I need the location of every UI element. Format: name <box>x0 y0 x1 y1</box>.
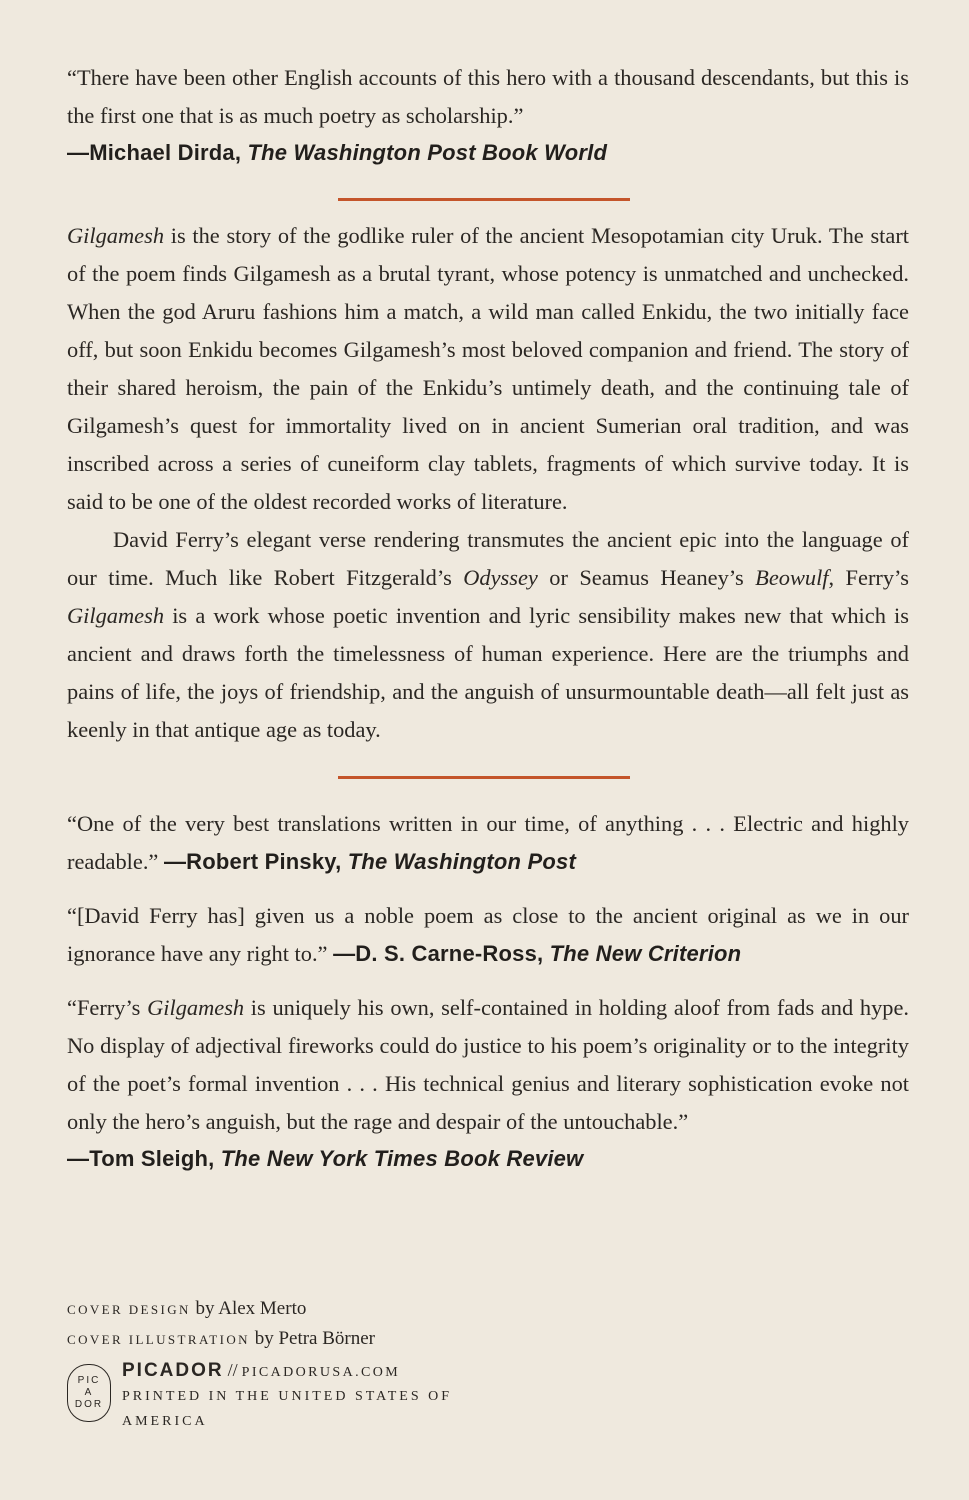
credit-name: by Petra Börner <box>249 1328 376 1349</box>
title-odyssey: Odyssey <box>463 565 538 590</box>
description-paragraph-1 <box>67 217 909 521</box>
paragraph-text: , Ferry’s <box>828 565 909 590</box>
paragraph-text: is the story of the godlike ruler of the ancient Mesopotamian city Uruk. The start of the poem finds Gilgamesh as a brutal tyrant, whose potency is unmatched and unchecked. When the god Aruru fashions him a match, a wild man called Enkidu, the two initially face off, but soon Enkidu becomes Gilgamesh’s most beloved companion and friend. The story of their shared heroism, the pain of the Enkidu’s untimely death, and the continuing tale of Gilgamesh’s quest for immortality lived on in ancient Sumerian oral tradition, and was inscribed across a series of cuneiform clay tablets, fragments of which survive today. It is said to be one of the oldest recorded works of literature. <box>67 223 909 514</box>
cover-credits <box>67 1294 375 1354</box>
credit-label: COVER DESIGN <box>67 1302 191 1317</box>
title-beowulf: Beowulf <box>755 565 829 590</box>
paragraph-text: or Seamus Heaney’s <box>537 565 756 590</box>
book-title: Gilgamesh <box>67 223 165 248</box>
attribution-source: The New Criterion <box>549 941 742 966</box>
quote-text <box>67 897 909 973</box>
description-paragraph-2 <box>67 521 909 749</box>
printed-in: PRINTED IN THE UNITED STATES OF AMERICA <box>122 1389 453 1429</box>
divider-rule-bottom <box>338 776 630 779</box>
book-description <box>67 217 909 749</box>
quote-attribution <box>67 1141 909 1177</box>
separator: // <box>227 1360 238 1380</box>
quote-attribution <box>164 849 576 874</box>
publisher-url: PICADORUSA.COM <box>241 1365 401 1380</box>
attribution-name: —Robert Pinsky, <box>163 849 348 874</box>
quote-sleigh <box>67 989 909 1177</box>
paragraph-text: is a work whose poetic invention and lyric sensibility makes new that which is ancient and draws forth the timelessness of human experience. Here are the triumphs and pains of life, the joys of friendship, and the anguish of unsurmountable death—all felt just as keenly in that antique age as today. <box>67 603 909 742</box>
quote-attribution <box>333 941 741 966</box>
cover-illustration-credit <box>67 1324 375 1354</box>
quote-dirda <box>67 59 909 171</box>
cover-design-credit <box>67 1294 375 1324</box>
quote-body: “Ferry’s <box>67 995 148 1020</box>
credit-label: COVER ILLUSTRATION <box>67 1332 250 1347</box>
attribution-source: The Washington Post Book World <box>247 140 608 165</box>
quote-body: “[David Ferry has] given us a noble poem as close to the ancient original as we in our ignorance have any right to.” <box>67 903 909 966</box>
divider-rule-top <box>338 198 630 201</box>
quote-body: “One of the very best translations written in our time, of anything . . . Electric and highly readable.” <box>67 811 909 874</box>
quote-body: is uniquely his own, self-contained in holding aloof from fads and hype. No display of adjectival fireworks could do justice to his poem’s originality or to the integrity of the poet’s formal invention . . . His technical genius and literary sophistication evoke not only the hero’s anguish, but the rage and despair of the untouchable.” <box>67 995 909 1134</box>
logo-text: A <box>84 1387 94 1398</box>
quote-text <box>67 989 909 1141</box>
attribution-name: —D. S. Carne-Ross, <box>333 941 550 966</box>
quote-carne-ross <box>67 897 909 973</box>
publisher-name: PICADOR <box>122 1360 224 1381</box>
picador-logo <box>67 1364 111 1422</box>
title-gilgamesh: Gilgamesh <box>67 603 165 628</box>
quote-pinsky <box>67 805 909 881</box>
quote-attribution <box>67 135 909 171</box>
title-gilgamesh: Gilgamesh <box>147 995 245 1020</box>
logo-text: DOR <box>74 1399 104 1410</box>
attribution-source: The New York Times Book Review <box>220 1146 584 1171</box>
attribution-source: The Washington Post <box>347 849 576 874</box>
publisher-info <box>122 1360 482 1434</box>
quote-text: “There have been other English accounts of this hero with a thousand descendants, but this is the first one that is as much poetry as scholarship.” <box>67 65 909 128</box>
credit-name: by Alex Merto <box>190 1298 307 1319</box>
logo-text: PIC <box>77 1375 101 1386</box>
quote-text <box>67 805 909 881</box>
attribution-name: —Tom Sleigh, <box>67 1146 221 1171</box>
paragraph-text: David Ferry’s elegant verse rendering transmutes the ancient epic into the language of our time. Much like Robert Fitzgerald’s <box>67 527 909 590</box>
attribution-name: —Michael Dirda, <box>67 140 248 165</box>
